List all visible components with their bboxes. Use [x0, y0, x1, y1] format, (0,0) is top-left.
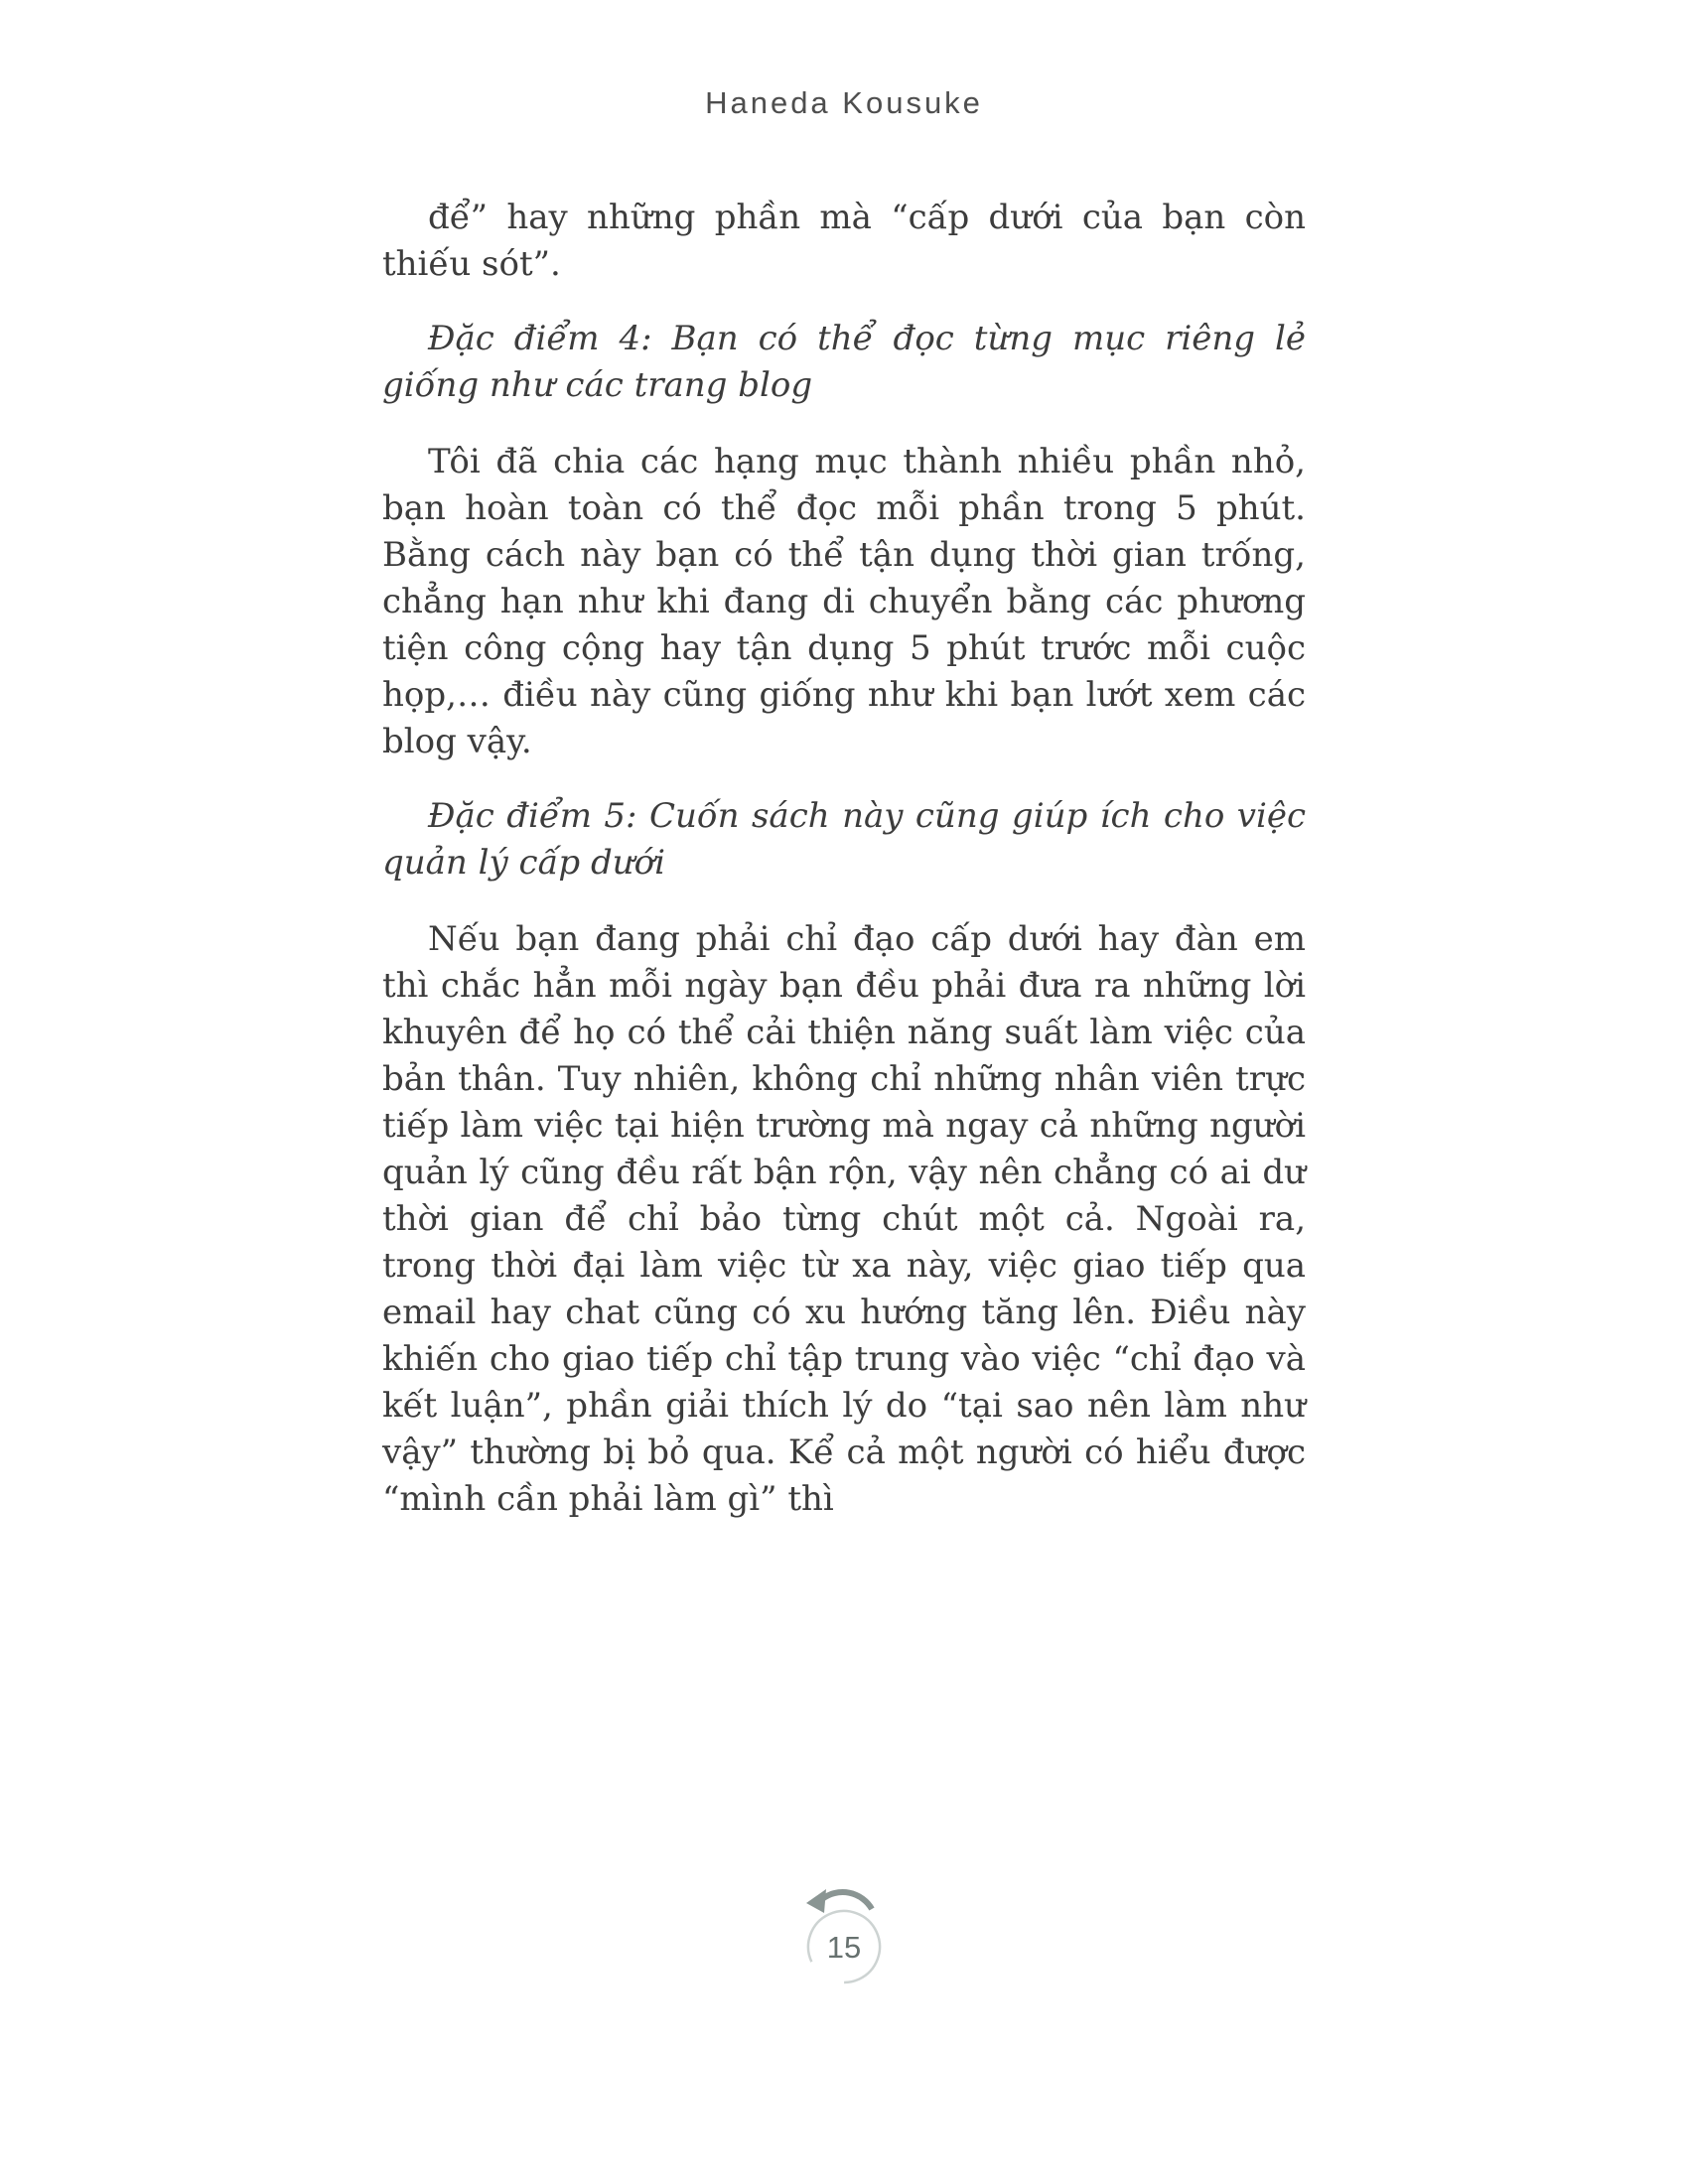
- page-content: [382, 195, 1306, 1523]
- paragraph-intro: để” hay những phần mà “cấp dưới của bạn còn thiếu sót”.: [382, 198, 1306, 284]
- paragraph-feature-5: Nếu bạn đang phải chỉ đạo cấp dưới hay đàn em thì chắc hẳn mỗi ngày bạn đều phải đưa ra những lời khuyên để họ có thể cải thiện năng suất làm việc của bản thân. Tuy nhiên, không chỉ những nhân viên trực tiếp làm việc tại hiện trường mà ngay cả những người quản lý cũng đều rất bận rộn, vậy nên chẳng có ai dư thời gian để chỉ bảo từng chút một cả. Ngoài ra, trong thời đại làm việc từ xa này, việc giao tiếp qua email hay chat cũng có xu hướng tăng lên. Điều này khiến cho giao tiếp chỉ tập trung vào việc “chỉ đạo và kết luận”, phần giải thích lý do “tại sao nên làm như vậy” thường bị bỏ qua. Kể cả một người có hiểu được “mình cần phải làm gì” thì: [382, 919, 1306, 1519]
- page-number: 15: [826, 1930, 862, 1965]
- rotate-arrow-tail: [822, 1892, 872, 1909]
- circular-arrow-icon: [796, 1881, 892, 1990]
- section-heading-5: Đặc điểm 5: Cuốn sách này cũng giúp ích cho việc quản lý cấp dưới: [382, 796, 1306, 883]
- page-footer: [0, 1881, 1688, 1990]
- page-header: [0, 0, 1688, 121]
- section-heading-4: Đặc điểm 4: Bạn có thể đọc từng mục riêng lẻ giống như các trang blog: [382, 319, 1306, 405]
- author-name: Haneda Kousuke: [705, 85, 983, 120]
- paragraph-feature-4: Tôi đã chia các hạng mục thành nhiều phần nhỏ, bạn hoàn toàn có thể đọc mỗi phần trong 5 phút. Bằng cách này bạn có thể tận dụng thời gian trống, chẳng hạn như khi đang di chuyển bằng các phương tiện công cộng hay tận dụng 5 phút trước mỗi cuộc họp,… điều này cũng giống như khi bạn lướt xem các blog vậy.: [382, 442, 1306, 761]
- rotate-arrow-head: [806, 1889, 826, 1913]
